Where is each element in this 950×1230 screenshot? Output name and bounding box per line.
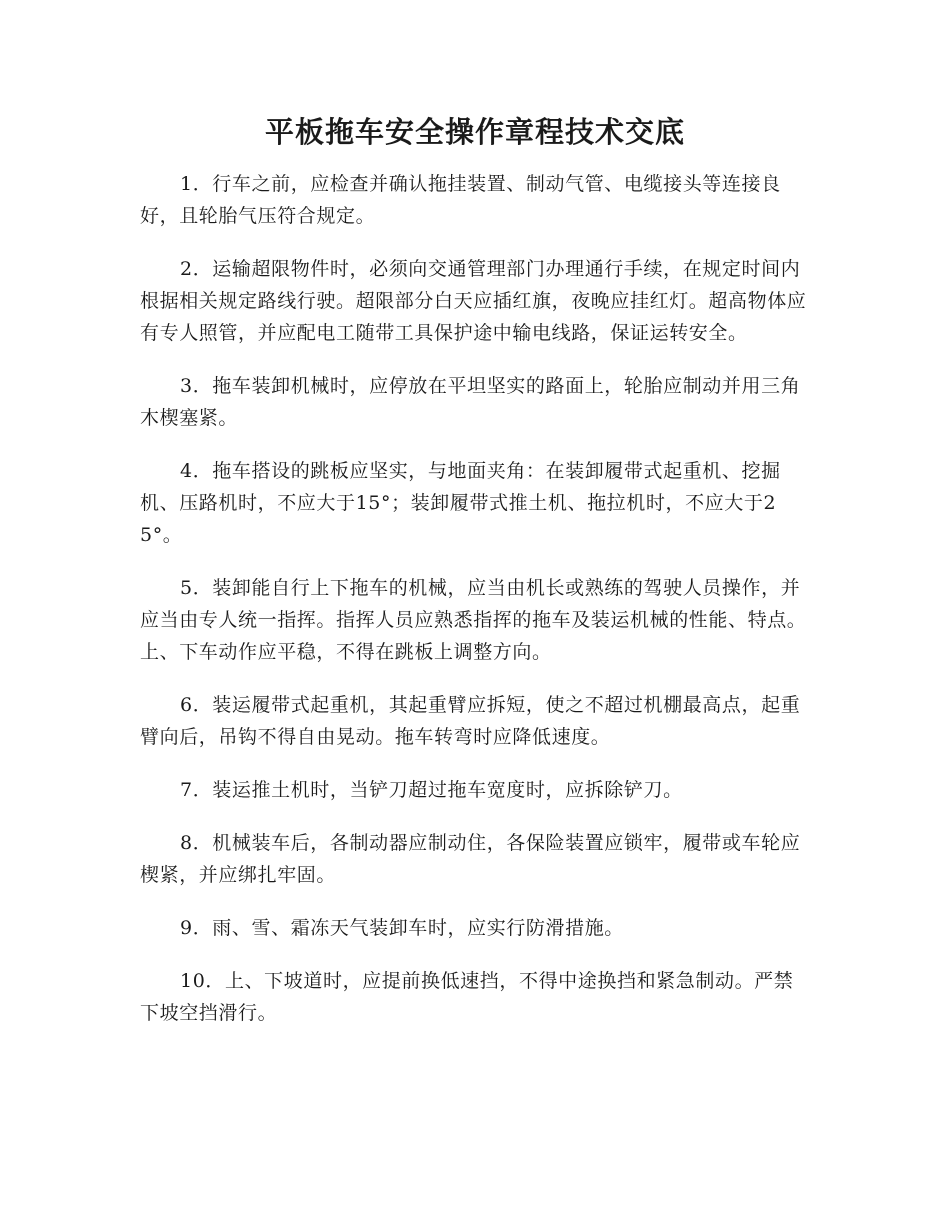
paragraph-7: 7．装运推土机时，当铲刀超过拖车宽度时，应拆除铲刀。 [180, 779, 683, 801]
paragraph-10: 10．上、下坡道时，应提前换低速挡，不得中途换挡和紧急制动。严禁下坡空挡滑行。 [140, 970, 794, 1024]
document-body [140, 168, 808, 1050]
paragraph-5: 5．装卸能自行上下拖车的机械，应当由机长或熟练的驾驶人员操作，并应当由专人统一指挥。指挥人员应熟悉指挥的拖车及装运机械的性能、特点。上、下车动作应平稳，不得在跳板上调整方向。 [140, 577, 807, 663]
paragraph-8: 8．机械装车后，各制动器应制动住，各保险装置应锁牢，履带或车轮应楔紧，并应绑扎牢固。 [140, 832, 801, 886]
paragraph-9: 9．雨、雪、霜冻天气装卸车时，应实行防滑措施。 [180, 917, 624, 939]
paragraph-2: 2．运输超限物件时，必须向交通管理部门办理通行手续，在规定时间内根据相关规定路线行驶。超限部分白天应插红旗，夜晚应挂红灯。超高物体应有专人照管，并应配电工随带工具保护途中输电线路，保证运转安全。 [140, 258, 807, 344]
paragraph-4: 4．拖车搭设的跳板应坚实，与地面夹角：在装卸履带式起重机、挖掘机、压路机时，不应大于15°；装卸履带式推土机、拖拉机时，不应大于25°。 [140, 460, 781, 546]
paragraph-6: 6．装运履带式起重机，其起重臂应拆短，使之不超过机棚最高点，起重臂向后，吊钩不得自由晃动。拖车转弯时应降低速度。 [140, 694, 801, 748]
paragraph-3: 3．拖车装卸机械时，应停放在平坦坚实的路面上，轮胎应制动并用三角木楔塞紧。 [140, 375, 801, 429]
document-title: 平板拖车安全操作章程技术交底 [264, 115, 685, 149]
paragraph-1: 1．行车之前，应检查并确认拖挂装置、制动气管、电缆接头等连接良好，且轮胎气压符合规定。 [140, 173, 781, 227]
